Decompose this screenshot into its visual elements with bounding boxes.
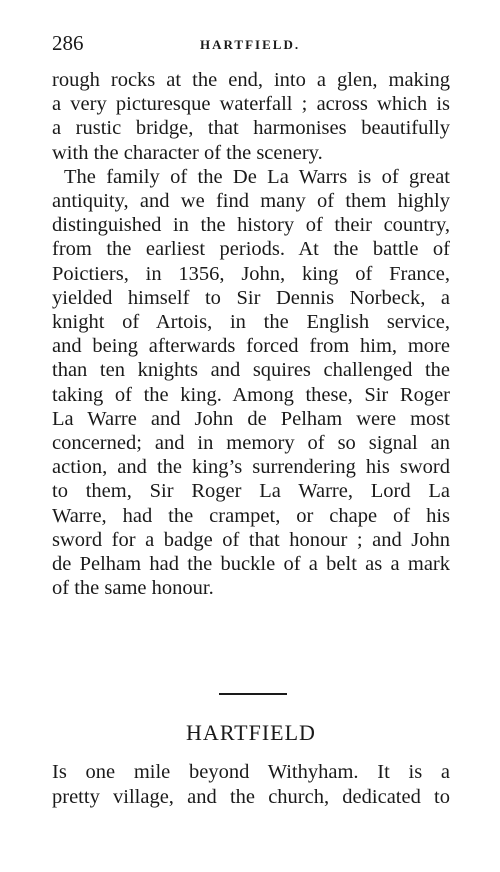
text-line: of the same honour.: [52, 577, 214, 600]
section-heading: HARTFIELD: [186, 720, 316, 745]
text-line: concerned; and in memory of so signal an: [52, 432, 450, 455]
body-text: [52, 68, 450, 600]
text-line: yielded himself to Sir Dennis Norbeck, a: [52, 286, 450, 309]
paragraph-waterfall: [52, 68, 450, 165]
text-line: with the character of the scenery.: [52, 141, 323, 164]
text-line: a very picturesque waterfall ; across which is: [52, 93, 450, 116]
text-line: La Warre and John de Pelham were most: [52, 407, 450, 430]
text-line: than ten knights and squires challenged the: [52, 359, 450, 382]
text-line: Warre, had the crampet, or chape of his: [52, 504, 450, 527]
text-line: to them, Sir Roger La Warre, Lord La: [52, 480, 450, 503]
running-head: [52, 28, 450, 58]
text-line: pretty village, and the church, dedicated to: [52, 786, 450, 808]
running-title: HARTFIELD.: [200, 37, 301, 52]
text-line: The family of the De La Warrs is of great: [64, 165, 450, 188]
text-line: de Pelham had the buckle of a belt as a mark: [52, 553, 450, 576]
text-line: Poictiers, in 1356, John, king of France,: [52, 262, 450, 285]
text-line: and being afterwards forced from him, more: [52, 335, 450, 358]
text-line: Is one mile beyond Withyham. It is a: [52, 761, 450, 783]
text-line: action, and the king’s surrendering his sword: [52, 456, 450, 479]
text-line: distinguished in the history of their country,: [52, 214, 450, 237]
text-line: sword for a badge of that honour ; and John: [52, 528, 450, 551]
text-line: antiquity, and we find many of them highly: [52, 190, 450, 213]
text-line: taking of the king. Among these, Sir Roger: [52, 383, 450, 406]
text-line: knight of Artois, in the English service,: [52, 311, 450, 334]
section-divider-rule: [219, 693, 287, 695]
paragraph-de-la-warr: [52, 165, 450, 601]
page-number: 286: [52, 31, 84, 55]
text-line: a rustic bridge, that harmonises beautifully: [52, 117, 450, 140]
text-line: rough rocks at the end, into a glen, making: [52, 69, 450, 91]
section-text: [52, 760, 450, 810]
text-line: from the earliest periods. At the battle of: [52, 238, 450, 261]
